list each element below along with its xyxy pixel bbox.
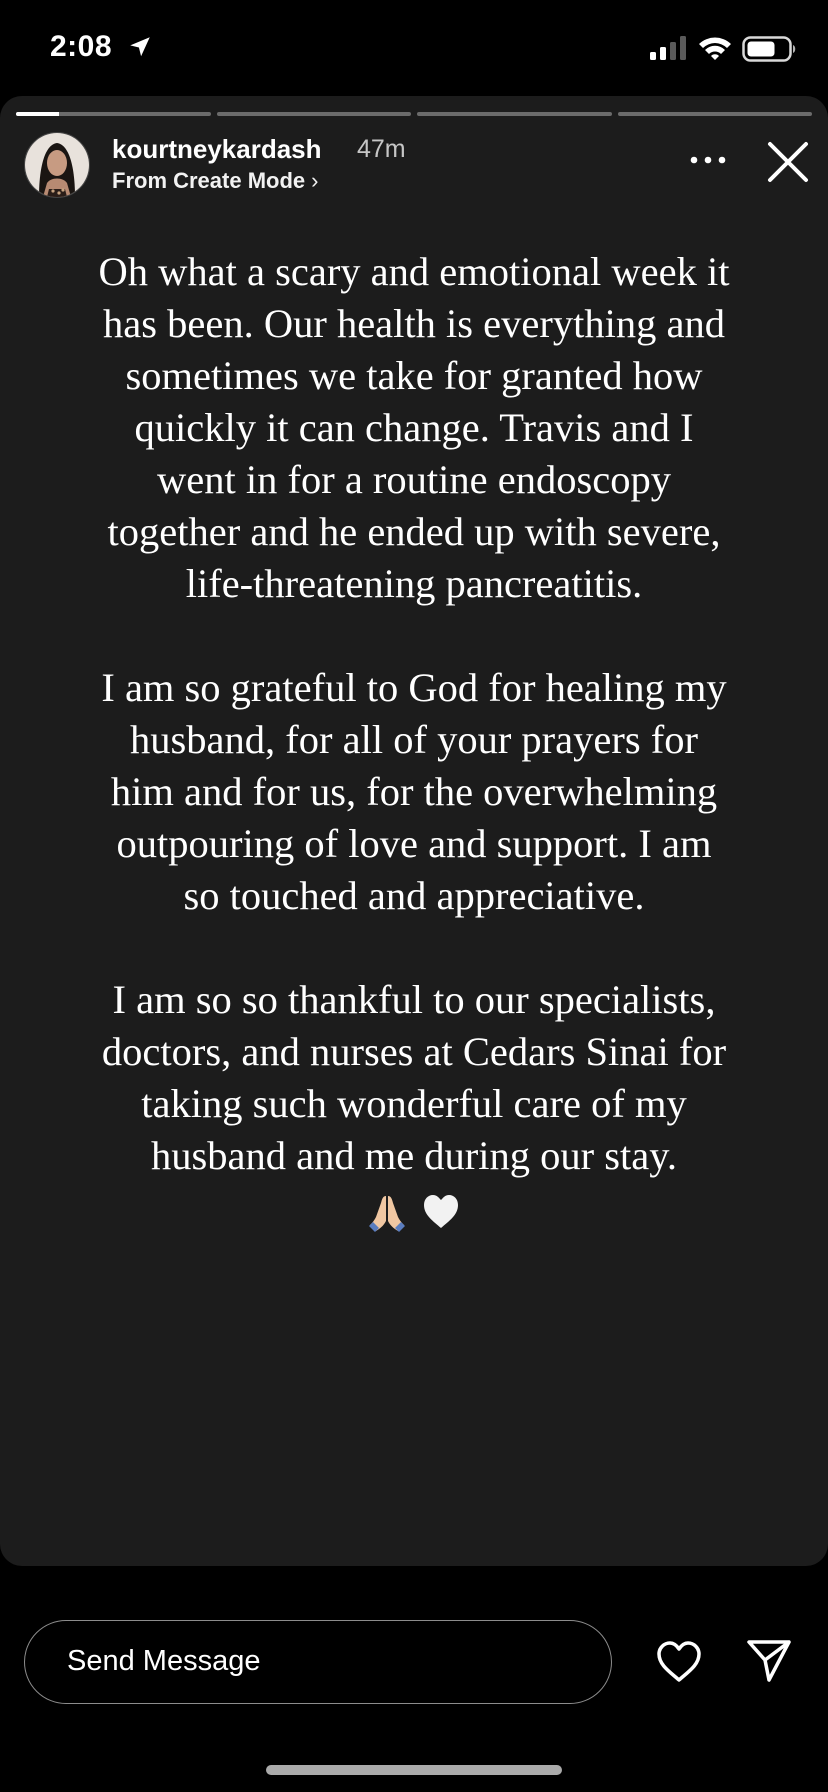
wifi-icon: [697, 34, 733, 62]
story-progress-segment: [417, 112, 612, 116]
post-time-ago: 47m: [357, 135, 406, 163]
story-paragraph-1: Oh what a scary and emotional week it has been. Our health is everything and sometimes we take for granted how quickly it can change. Travis and I went in for a routine endoscopy together and he ended up with severe, life-threatening pancreatitis.: [98, 249, 730, 606]
story-progress-bar: [16, 112, 812, 116]
send-message-input[interactable]: Send Message: [24, 1620, 612, 1704]
close-icon[interactable]: [764, 138, 812, 186]
avatar-image: [25, 133, 89, 197]
heart-icon[interactable]: [655, 1640, 703, 1684]
story-progress-fill: [16, 112, 59, 116]
create-mode-label: From Create Mode: [112, 168, 306, 193]
white-heart-icon: [419, 1190, 463, 1234]
story-paragraph-3: I am so so thankful to our specialists, doctors, and nurses at Cedars Sinai for taking such wonderful care of my husband and me during our stay.: [101, 977, 727, 1178]
send-icon[interactable]: [745, 1638, 793, 1684]
status-time: 2:08: [50, 30, 113, 63]
create-mode-link[interactable]: [112, 168, 318, 194]
more-options-icon[interactable]: [686, 148, 730, 172]
praying-hands-icon: [365, 1190, 409, 1234]
chevron-right-icon: ›: [311, 168, 319, 193]
location-arrow-icon: [127, 34, 153, 60]
story-progress-segment: [217, 112, 412, 116]
avatar[interactable]: [24, 132, 90, 198]
story-text: [95, 246, 733, 1234]
story-paragraph-2: I am so grateful to God for healing my husband, for all of your prayers for him and for us, for the overwhelming outpouring of love and support. I am so touched and appreciative.: [101, 665, 727, 918]
cellular-signal-icon: [650, 36, 690, 60]
story-progress-segment: [618, 112, 813, 116]
battery-icon: [742, 36, 798, 62]
status-bar: [0, 0, 828, 96]
story-card[interactable]: [0, 96, 828, 1566]
emoji-row: [95, 1182, 733, 1234]
home-indicator[interactable]: [266, 1765, 562, 1775]
story-progress-segment: [16, 112, 211, 116]
username-link[interactable]: kourtneykardash: [112, 134, 322, 164]
